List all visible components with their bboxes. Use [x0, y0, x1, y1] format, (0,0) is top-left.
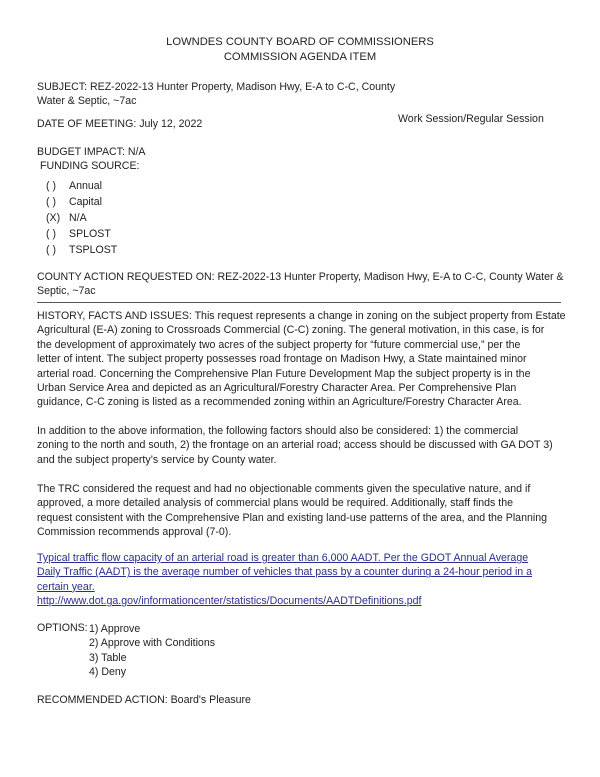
history-facts-issues — [37, 309, 566, 410]
text-line: Septic, ~7ac — [37, 285, 96, 298]
divider — [37, 302, 561, 303]
text-line: zoning to the north and south, 2) the frontage on an arterial road; access should be discussed with GA DOT 3) — [37, 439, 553, 452]
additional-factors — [37, 424, 553, 467]
funding-item — [46, 226, 117, 242]
text-line: arterial road. Concerning the Comprehensive Plan Future Development Map the subject property is in the — [37, 367, 531, 380]
meeting-date: DATE OF MEETING: July 12, 2022 — [37, 118, 203, 130]
text-line: the development of approximately two acres of the subject property for “future commercial use,” per the — [37, 338, 521, 351]
funding-item — [46, 242, 117, 258]
funding-source-label: FUNDING SOURCE: — [40, 160, 140, 172]
county-action-requested — [37, 270, 564, 299]
text-line: Urban Service Area and depicted as an Agricultural/Forestry Character Area. Per Comprehensive Plan — [37, 381, 517, 394]
text-line: Agricultural (E-A) zoning to Crossroads Commercial (C-C) zoning. The general motivation, in this case, is for — [37, 324, 545, 337]
option-item: 4) Deny — [89, 666, 127, 679]
text-line: request consistent with the Comprehensive Plan and existing land-use patterns of the area, and the Planning — [37, 511, 547, 524]
options-label: OPTIONS: — [37, 622, 88, 634]
text-line: approved, a more detailed analysis of commercial plans would be required. Additionally, staff finds the — [37, 497, 514, 510]
text-line: TSPLOST — [69, 244, 118, 256]
trc-summary — [37, 482, 547, 540]
org-title: LOWNDES COUNTY BOARD OF COMMISSIONERS — [166, 36, 434, 48]
traffic-note-link[interactable] — [37, 551, 532, 609]
option-item: 3) Table — [89, 651, 127, 664]
text-line: SPLOST — [69, 228, 111, 240]
text-line: Typical traffic flow capacity of an arterial road is greater than 6,000 AADT. Per the GDOT Annual Average — [37, 552, 529, 564]
text-line: ( ) — [46, 244, 56, 256]
text-line: letter of intent. The subject property possesses road frontage on Madison Hwy, a State maintained minor — [37, 353, 527, 366]
text-line: N/A — [69, 212, 87, 224]
text-line: Commission recommends approval (7-0). — [37, 526, 232, 539]
gdot-url-link[interactable]: http://www.dot.ga.gov/informationcenter/statistics/Documents/AADTDefinitions.pdf — [37, 595, 422, 608]
subject — [37, 80, 395, 109]
option-item: 2) Approve with Conditions — [89, 637, 216, 650]
text-line: Capital — [69, 196, 102, 208]
options-list — [89, 622, 215, 680]
funding-source-list — [46, 178, 117, 258]
funding-item — [46, 178, 117, 194]
text-line: ( ) — [46, 196, 56, 208]
text-line: COUNTY ACTION REQUESTED ON: REZ-2022-13 Hunter Property, Madison Hwy, E-A to C-C, County Water & — [37, 271, 564, 283]
option-item: 1) Approve — [89, 623, 141, 635]
doc-type-title: COMMISSION AGENDA ITEM — [223, 51, 377, 63]
text-line: (X) — [46, 212, 61, 224]
recommended-action: RECOMMENDED ACTION: Board's Pleasure — [37, 694, 251, 706]
text-line: ( ) — [46, 180, 56, 192]
text-line: SUBJECT: REZ-2022-13 Hunter Property, Madison Hwy, E-A to C-C, County — [37, 81, 396, 93]
text-line: certain year. — [37, 580, 95, 593]
text-line: ( ) — [46, 228, 56, 240]
text-line: Annual — [69, 180, 102, 192]
text-line: HISTORY, FACTS AND ISSUES: This request represents a change in zoning on the subject property from Estate — [37, 310, 566, 322]
text-line: Water & Septic, ~7ac — [37, 95, 137, 108]
funding-item — [46, 194, 117, 210]
text-line: In addition to the above information, the following factors should also be considered: 1) the commercial — [37, 425, 519, 437]
text-line: The TRC considered the request and had no objectionable comments given the speculative nature, and if — [37, 483, 531, 495]
text-line: guidance, C-C zoning is listed as a recommended zoning within an Agriculture/Forestry Character Area. — [37, 396, 522, 409]
session-type: Work Session/Regular Session — [398, 113, 544, 125]
funding-item — [46, 210, 117, 226]
budget-impact: BUDGET IMPACT: N/A — [37, 146, 146, 158]
text-line: and the subject property’s service by County water. — [37, 453, 277, 466]
text-line: Daily Traffic (AADT) is the average number of vehicles that pass by a counter during a 24-hour period in a — [37, 566, 533, 579]
